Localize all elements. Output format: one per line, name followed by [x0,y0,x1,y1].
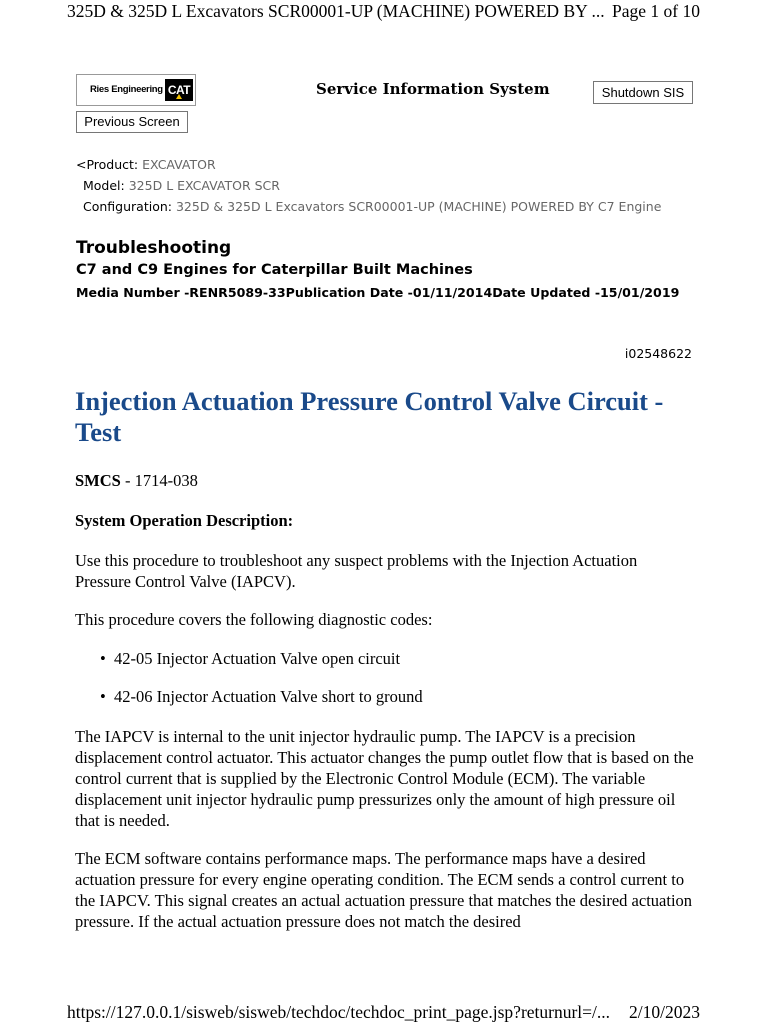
paragraph: Use this procedure to troubleshoot any suspect problems with the Injection Actuation Pressure Control Valve (IAPCV). [75,551,638,591]
print-footer-date: 2/10/2023 [629,1002,700,1022]
smcs-label: SMCS [75,471,121,490]
paragraph: The ECM software contains performance maps. The performance maps have a desired actuation pressure for every engine operating condition. The ECM sends a control current to the IAPCV. This signal creates an actual actuation pressure that matches the desired actuation pressure. If the actual actuation pressure does not match the desired [75,849,693,931]
document-id: i02548622 [624,346,692,361]
document-subtitle: C7 and C9 Engines for Caterpillar Built Machines [76,262,473,278]
configuration-row [83,199,661,214]
cat-logo-icon [165,79,193,101]
list-item [100,649,400,669]
bullet-icon: • [100,649,115,668]
previous-screen-button[interactable]: Previous Screen [76,111,188,133]
configuration-value: 325D & 325D L Excavators SCR00001-UP (MACHINE) POWERED BY C7 Engine [175,199,662,214]
product-row [76,157,216,172]
paragraph: The IAPCV is internal to the unit injector hydraulic pump. The IAPCV is a precision displacement control actuator. This actuator changes the pump outlet flow that is based on the control current that is supplied by the Electronic Control Module (ECM). The variable displacement unit injector hydraulic pump pressurizes only the amount of high pressure oil that is needed. [75,727,694,830]
print-header-page: Page 1 of 10 [612,1,700,21]
bullet-icon: • [100,687,115,706]
app-title: Service Information System [316,80,550,98]
print-footer [0,1002,768,1024]
dealer-name: Ries Engineering [90,84,163,95]
paragraph: This procedure covers the following diagnostic codes: [75,610,433,629]
model-label: Model: [83,178,125,193]
product-label[interactable]: <Product: [76,157,139,172]
cat-logo-text: CAT [167,83,191,97]
configuration-label: Configuration: [83,199,172,214]
section-heading: System Operation Description: [75,511,294,530]
product-value: EXCAVATOR [142,157,216,172]
page-title: Injection Actuation Pressure Control Valve Circuit - Test [75,386,664,447]
print-header-title: 325D & 325D L Excavators SCR00001-UP (MACHINE) POWERED BY ... [67,1,605,21]
print-header [0,0,768,26]
list-item [100,687,423,707]
dealer-logo [76,74,196,106]
smcs-line [75,471,198,491]
document-type: Troubleshooting [76,238,232,258]
model-row [83,178,280,193]
smcs-value: - 1714-038 [120,471,198,490]
shutdown-sis-button[interactable]: Shutdown SIS [593,81,693,104]
cat-triangle-icon [176,94,182,99]
diagnostic-code: 42-05 Injector Actuation Valve open circuit [114,649,401,668]
diagnostic-code: 42-06 Injector Actuation Valve short to ground [114,687,423,706]
model-value: 325D L EXCAVATOR SCR [128,178,280,193]
print-footer-url: https://127.0.0.1/sisweb/sisweb/techdoc/techdoc_print_page.jsp?returnurl=/... [67,1002,611,1022]
media-info: Media Number -RENR5089-33Publication Date -01/11/2014Date Updated -15/01/2019 [76,285,680,300]
